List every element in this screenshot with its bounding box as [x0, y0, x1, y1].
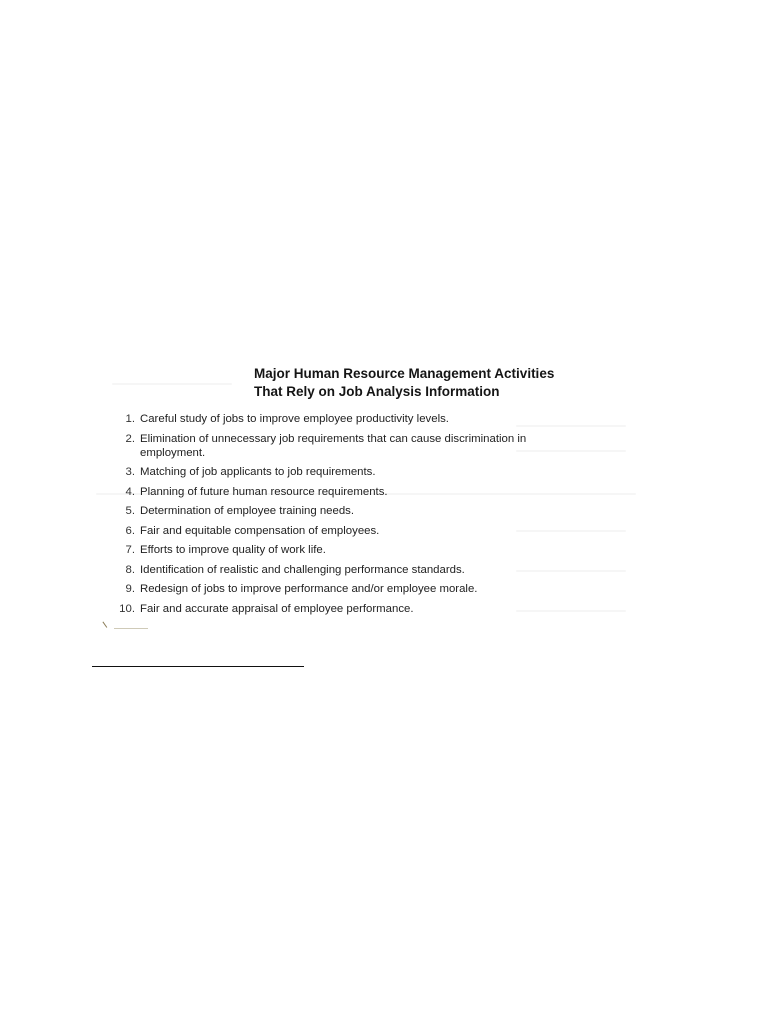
- item-number: 7.: [125, 544, 135, 556]
- item-text: Planning of future human resource requirements.: [140, 485, 388, 498]
- item-number: 8.: [125, 563, 135, 576]
- item-text: Redesign of jobs to improve performance and/or employee morale.: [140, 583, 478, 595]
- list-item: [104, 504, 564, 518]
- item-text: Identification of realistic and challenging performance standards.: [140, 563, 465, 576]
- footnote-separator: [92, 666, 304, 667]
- list-item: [104, 543, 564, 557]
- item-number: 1.: [125, 413, 135, 425]
- title-line-1: Major Human Resource Management Activities: [254, 366, 555, 381]
- title-line-2: That Rely on Job Analysis Information: [254, 384, 500, 399]
- item-text: Elimination of unnecessary job requirements that can cause discrimination in employment.: [140, 432, 527, 459]
- document-title: [254, 365, 554, 401]
- pen-dash: [114, 628, 148, 629]
- list-item: [104, 582, 564, 596]
- item-number: 10.: [119, 602, 135, 615]
- item-text: Careful study of jobs to improve employee productivity levels.: [140, 413, 449, 425]
- bleed-through-line: [112, 383, 232, 385]
- pen-mark: [104, 620, 148, 630]
- list-item: [104, 602, 564, 616]
- list-item: [104, 412, 564, 426]
- item-text: Fair and equitable compensation of employees.: [140, 524, 380, 537]
- pen-tick: [102, 619, 110, 628]
- item-number: 3.: [125, 466, 135, 478]
- list-item: [104, 465, 564, 479]
- item-text: Fair and accurate appraisal of employee performance.: [140, 602, 414, 615]
- item-number: 6.: [125, 524, 135, 537]
- item-number: 9.: [125, 583, 135, 595]
- item-number: 2.: [125, 432, 135, 445]
- item-number: 5.: [125, 505, 135, 517]
- item-text: Matching of job applicants to job requirements.: [140, 466, 376, 478]
- list-item: [104, 524, 564, 538]
- list-item: [104, 485, 564, 499]
- item-number: 4.: [125, 485, 135, 498]
- list-item: [104, 432, 564, 460]
- list-item: [104, 563, 564, 577]
- item-text: Efforts to improve quality of work life.: [140, 544, 326, 556]
- item-text: Determination of employee training needs.: [140, 505, 355, 517]
- activities-list: [104, 412, 564, 621]
